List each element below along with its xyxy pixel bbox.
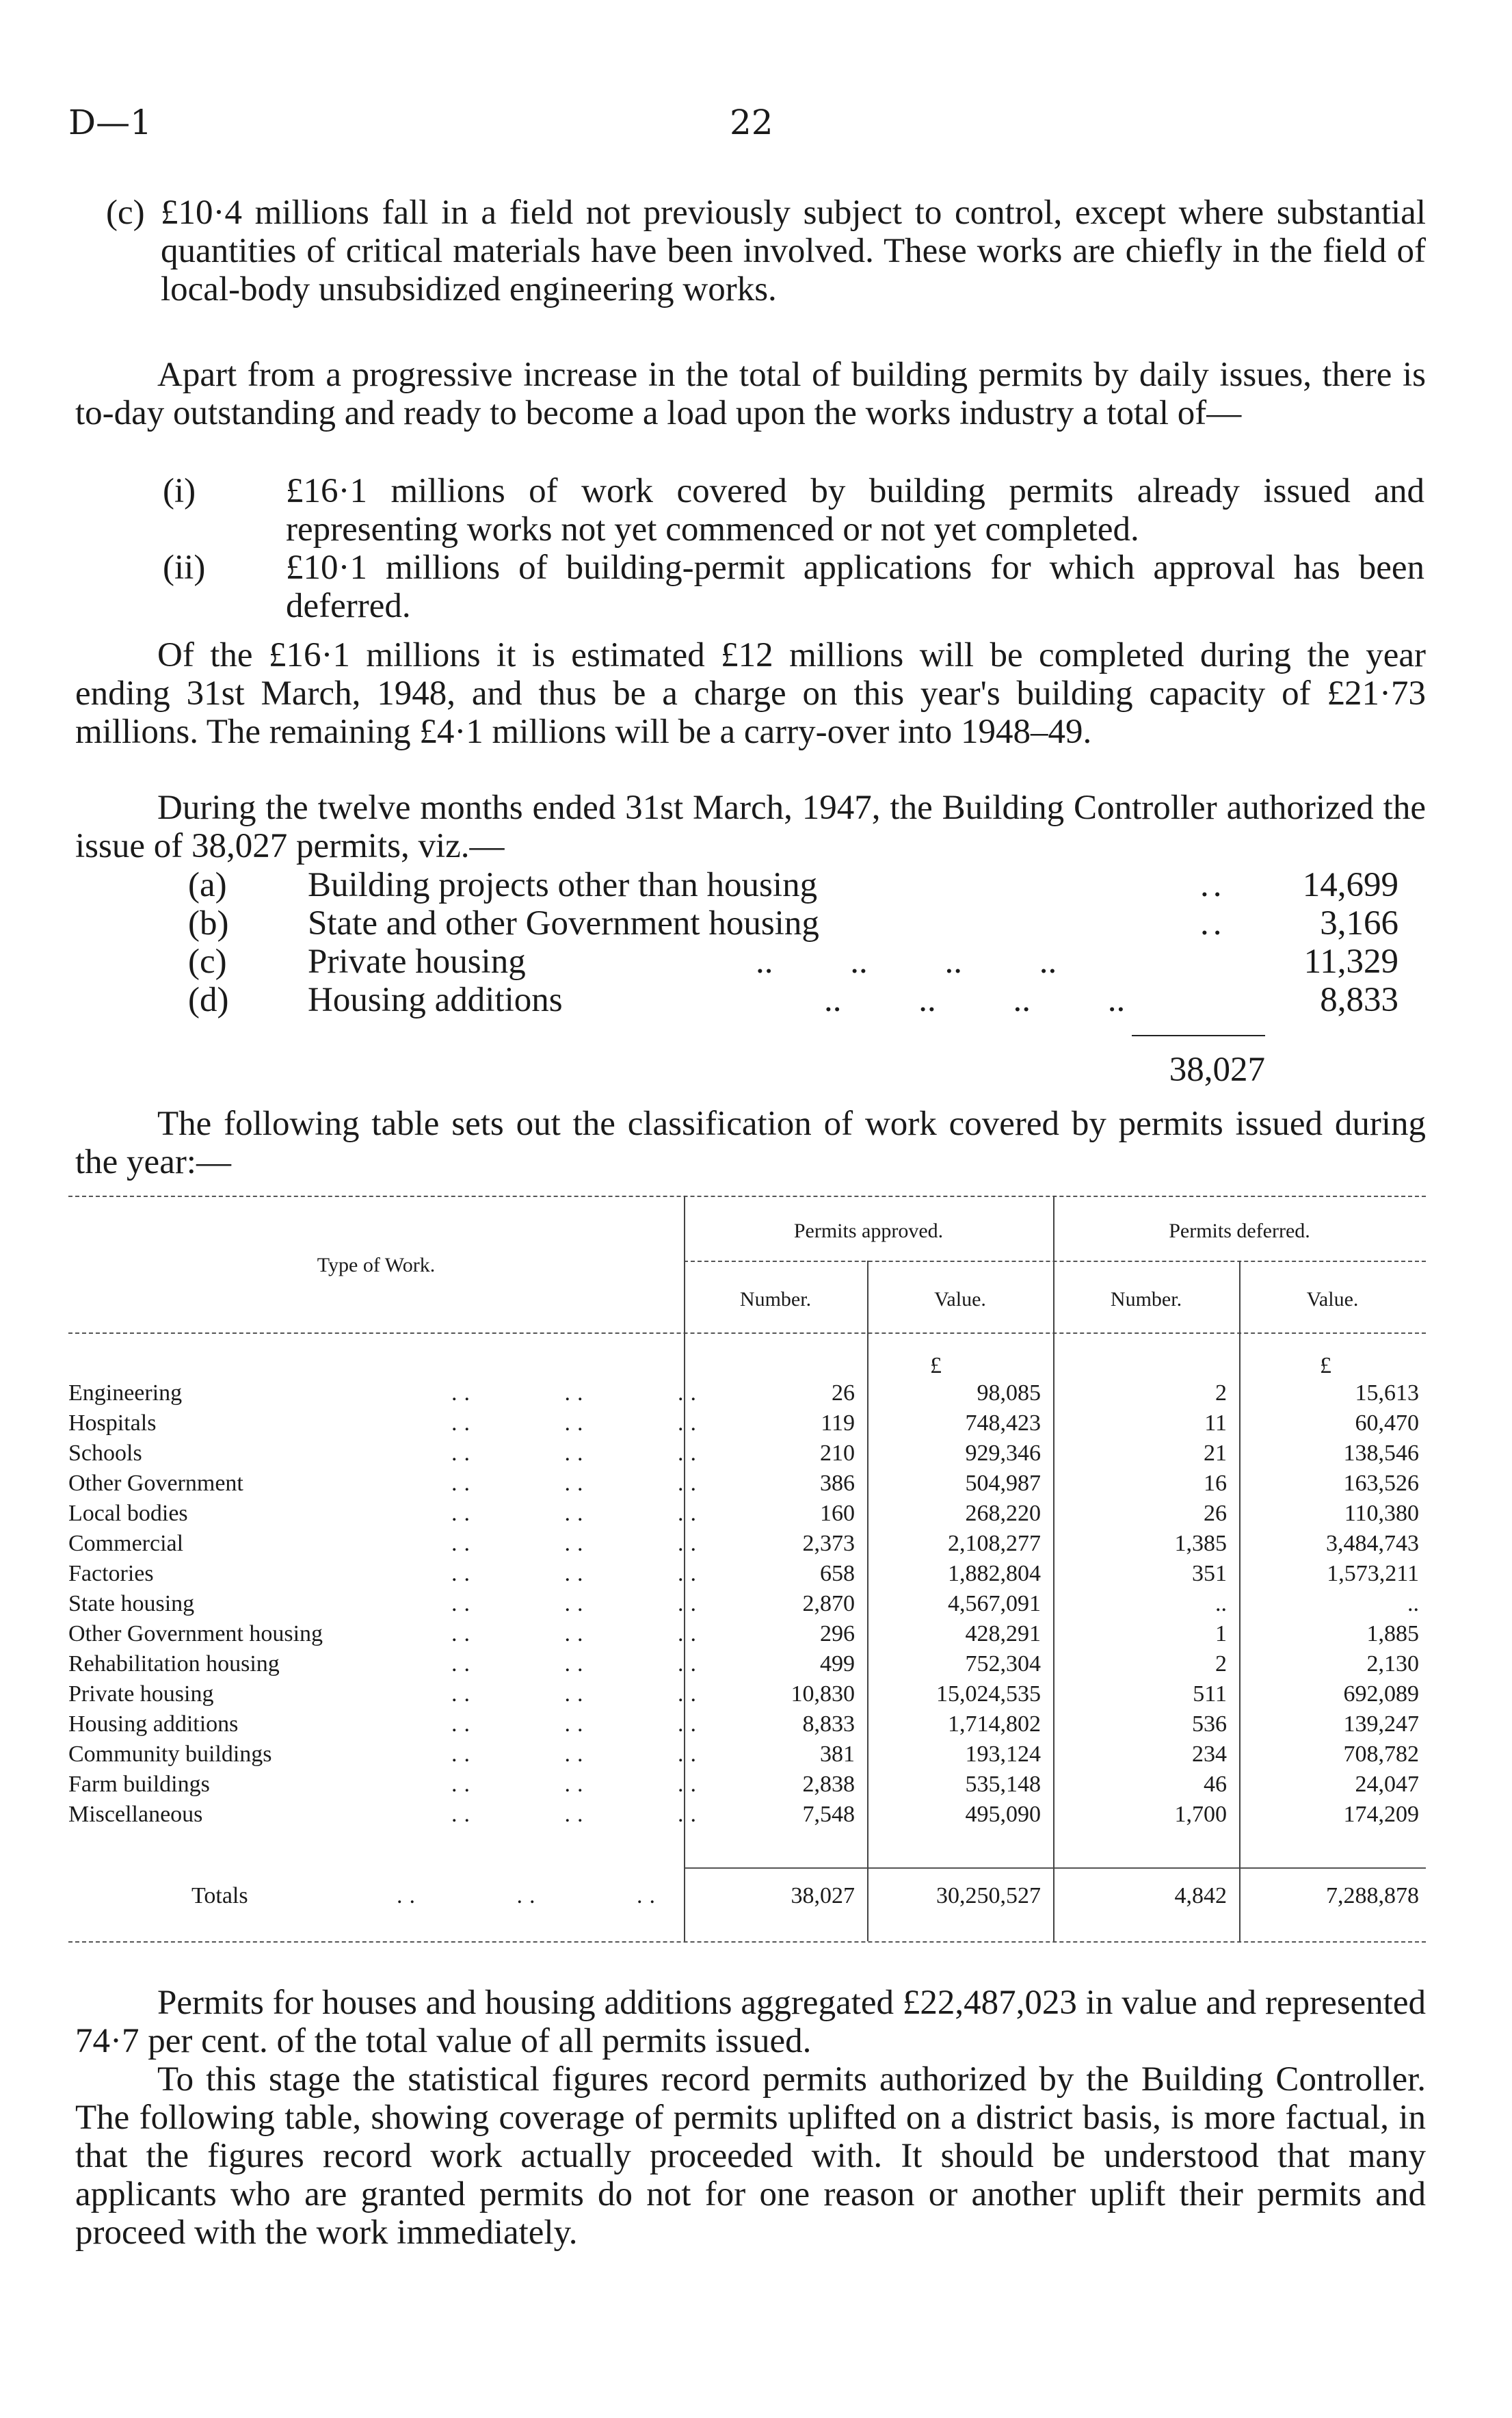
leader-dots: .. .. .. bbox=[451, 1681, 703, 1707]
total-deferred-value: 7,288,878 bbox=[1326, 1883, 1419, 1908]
row-type: Other Government bbox=[68, 1471, 243, 1496]
page-number: 22 bbox=[730, 103, 773, 142]
row-approved-number: 2,838 bbox=[802, 1772, 855, 1797]
table-totals-rule bbox=[684, 1867, 1426, 1869]
item-i-label: (i) bbox=[163, 472, 196, 510]
row-approved-value: 504,987 bbox=[965, 1471, 1041, 1496]
row-deferred-number: 351 bbox=[1192, 1561, 1227, 1586]
row-deferred-value: 3,484,743 bbox=[1326, 1531, 1419, 1556]
row-approved-number: 10,830 bbox=[791, 1681, 855, 1707]
row-approved-number: 658 bbox=[820, 1561, 855, 1586]
row-approved-number: 2,870 bbox=[802, 1591, 855, 1616]
permit-list-item bbox=[188, 865, 1398, 904]
row-deferred-number: 234 bbox=[1192, 1742, 1227, 1767]
row-approved-value: 268,220 bbox=[965, 1501, 1041, 1526]
row-approved-number: 8,833 bbox=[802, 1711, 855, 1737]
leader-dots: .. .. .. bbox=[451, 1410, 703, 1436]
table-header-rule bbox=[68, 1332, 1426, 1334]
row-deferred-number: 16 bbox=[1204, 1471, 1227, 1496]
row-approved-value: 495,090 bbox=[965, 1802, 1041, 1827]
row-approved-number: 381 bbox=[820, 1742, 855, 1767]
row-deferred-value: 163,526 bbox=[1343, 1471, 1419, 1496]
row-deferred-value: 15,613 bbox=[1355, 1380, 1419, 1406]
permit-list-value: 8,833 bbox=[1320, 981, 1398, 1019]
row-type: Community buildings bbox=[68, 1742, 272, 1767]
total-approved-value: 30,250,527 bbox=[936, 1883, 1041, 1908]
permit-list-label: (b) bbox=[188, 904, 229, 943]
row-approved-value: 98,085 bbox=[977, 1380, 1041, 1406]
row-deferred-number: 46 bbox=[1204, 1772, 1227, 1797]
sum-rule bbox=[1132, 1035, 1265, 1036]
row-type: Housing additions bbox=[68, 1711, 239, 1737]
row-deferred-value: 110,380 bbox=[1344, 1501, 1419, 1526]
permit-list-text: State and other Government housing bbox=[308, 904, 819, 943]
row-approved-number: 386 bbox=[820, 1471, 855, 1496]
row-type: Schools bbox=[68, 1441, 142, 1466]
row-approved-number: 499 bbox=[820, 1651, 855, 1677]
row-deferred-number: .. bbox=[1215, 1591, 1227, 1616]
paragraph-stage: To this stage the statistical figures record permits authorized by the Building Controller. The following table, showing coverage of permits uplifted on a district basis, is more factual, in that the figures record work actually proceeded with. It should be understood that many applicants who are granted permits do not for one reason or another uplift their permits and proceed with the work immediately. bbox=[75, 2060, 1426, 2252]
group-header-approved: Permits approved. bbox=[793, 1220, 944, 1242]
row-type: State housing bbox=[68, 1591, 195, 1616]
leader-dots: .. .. .. .. bbox=[756, 943, 1057, 981]
row-approved-value: 193,124 bbox=[965, 1742, 1041, 1767]
row-type: Private housing bbox=[68, 1681, 214, 1707]
column-header-number: Number. bbox=[1110, 1288, 1182, 1311]
leader-dots: .. bbox=[1200, 866, 1226, 904]
item-ii-label: (ii) bbox=[163, 549, 206, 587]
leader-dots: .. .. .. bbox=[451, 1471, 703, 1496]
row-approved-number: 210 bbox=[820, 1441, 855, 1466]
row-deferred-number: 1,700 bbox=[1174, 1802, 1227, 1827]
row-approved-number: 2,373 bbox=[802, 1531, 855, 1556]
row-deferred-number: 26 bbox=[1204, 1501, 1227, 1526]
total-deferred-number: 4,842 bbox=[1174, 1883, 1227, 1908]
row-approved-value: 1,882,804 bbox=[948, 1561, 1041, 1586]
permit-list-text: Building projects other than housing bbox=[308, 866, 818, 904]
item-ii-text: £10·1 millions of building-permit applications for which approval has been deferred. bbox=[286, 549, 1424, 625]
item-i bbox=[163, 472, 1424, 549]
permit-list-value: 14,699 bbox=[1302, 866, 1398, 904]
paragraph-c-label: (c) bbox=[106, 194, 145, 232]
permit-list-total: 38,027 bbox=[1169, 1051, 1265, 1089]
leader-dots: .. .. .. bbox=[397, 1883, 662, 1908]
row-deferred-number: 2 bbox=[1215, 1651, 1227, 1677]
row-type: Hospitals bbox=[68, 1410, 157, 1436]
permit-list-item bbox=[188, 904, 1398, 943]
row-type: Other Government housing bbox=[68, 1621, 323, 1646]
row-approved-number: 296 bbox=[820, 1621, 855, 1646]
leader-dots: .. .. .. bbox=[451, 1711, 703, 1737]
column-header-number: Number. bbox=[739, 1288, 812, 1311]
row-approved-number: 7,548 bbox=[802, 1802, 855, 1827]
paragraph-following: The following table sets out the classification of work covered by permits issued during the year:— bbox=[75, 1105, 1426, 1181]
leader-dots: .. .. .. bbox=[451, 1651, 703, 1677]
row-deferred-number: 1 bbox=[1215, 1621, 1227, 1646]
item-ii bbox=[163, 549, 1424, 625]
row-deferred-number: 11 bbox=[1204, 1410, 1227, 1436]
row-approved-number: 119 bbox=[821, 1410, 855, 1436]
row-type: Factories bbox=[68, 1561, 154, 1586]
paragraph-during: During the twelve months ended 31st March, 1947, the Building Controller authorized the issue of 38,027 permits, viz.— bbox=[75, 789, 1426, 865]
currency-symbol: £ bbox=[1320, 1353, 1331, 1378]
row-approved-number: 160 bbox=[820, 1501, 855, 1526]
leader-dots: .. bbox=[1200, 904, 1226, 943]
row-approved-value: 4,567,091 bbox=[948, 1591, 1041, 1616]
paragraph-permits: Permits for houses and housing additions aggregated £22,487,023 in value and represented 74·7 per cent. of the total value of all permits issued. bbox=[75, 1984, 1426, 2060]
permit-list-item bbox=[188, 942, 1398, 981]
row-type: Farm buildings bbox=[68, 1772, 210, 1797]
row-deferred-value: 1,885 bbox=[1366, 1621, 1419, 1646]
paragraph-apart: Apart from a progressive increase in the total of building permits by daily issues, there is to-day outstanding and ready to become a load upon the works industry a total of— bbox=[75, 356, 1426, 432]
row-approved-value: 428,291 bbox=[965, 1621, 1041, 1646]
table-group-rule bbox=[684, 1261, 1426, 1262]
column-header-value: Value. bbox=[1306, 1288, 1359, 1311]
column-header-value: Value. bbox=[934, 1288, 986, 1311]
leader-dots: .. .. .. bbox=[451, 1561, 703, 1586]
row-approved-value: 1,714,802 bbox=[948, 1711, 1041, 1737]
permit-list-text: Private housing bbox=[308, 943, 526, 981]
table-bottom-rule bbox=[68, 1941, 1426, 1943]
permit-list-value: 11,329 bbox=[1303, 943, 1398, 981]
row-type: Rehabilitation housing bbox=[68, 1651, 280, 1677]
row-type: Engineering bbox=[68, 1380, 183, 1406]
row-deferred-number: 1,385 bbox=[1174, 1531, 1227, 1556]
row-deferred-value: 24,047 bbox=[1355, 1772, 1419, 1797]
column-header-type: Type of Work. bbox=[317, 1254, 436, 1276]
row-deferred-number: 536 bbox=[1192, 1711, 1227, 1737]
row-deferred-number: 511 bbox=[1193, 1681, 1227, 1707]
leader-dots: .. .. .. .. bbox=[824, 981, 1126, 1019]
row-deferred-value: 138,546 bbox=[1343, 1441, 1419, 1466]
permit-list-value: 3,166 bbox=[1320, 904, 1398, 943]
totals-label: Totals bbox=[191, 1883, 248, 1908]
permit-list-label: (a) bbox=[188, 866, 227, 904]
row-deferred-value: 60,470 bbox=[1355, 1410, 1419, 1436]
row-type: Commercial bbox=[68, 1531, 184, 1556]
row-deferred-value: .. bbox=[1407, 1591, 1419, 1616]
row-approved-value: 535,148 bbox=[965, 1772, 1041, 1797]
row-approved-value: 752,304 bbox=[965, 1651, 1041, 1677]
row-approved-value: 929,346 bbox=[965, 1441, 1041, 1466]
permit-list-item bbox=[188, 980, 1398, 1019]
leader-dots: .. .. .. bbox=[451, 1591, 703, 1616]
paragraph-c-text: £10·4 millions fall in a field not previously subject to control, except where substantial quantities of critical materials have been involved. These works are chiefly in the field of local-body unsubsidized engineering works. bbox=[161, 194, 1426, 308]
item-i-text: £16·1 millions of work covered by building permits already issued and representing works not yet commenced or not yet completed. bbox=[286, 472, 1424, 549]
section-reference: D—1 bbox=[68, 103, 152, 142]
leader-dots: .. .. .. bbox=[451, 1501, 703, 1526]
row-deferred-value: 708,782 bbox=[1343, 1742, 1419, 1767]
row-approved-number: 26 bbox=[832, 1380, 855, 1406]
permit-list-label: (c) bbox=[188, 943, 227, 981]
leader-dots: .. .. .. bbox=[451, 1531, 703, 1556]
leader-dots: .. .. .. bbox=[451, 1742, 703, 1767]
paragraph-c bbox=[106, 194, 1426, 308]
paragraph-of: Of the £16·1 millions it is estimated £12 millions will be completed during the year ending 31st March, 1948, and thus be a charge on this year's building capacity of £21·73 millions. The remaining £4·1 millions will be a carry-over into 1948–49. bbox=[75, 636, 1426, 751]
row-deferred-value: 1,573,211 bbox=[1327, 1561, 1419, 1586]
leader-dots: .. .. .. bbox=[451, 1772, 703, 1797]
group-header-deferred: Permits deferred. bbox=[1169, 1220, 1310, 1242]
table-top-rule bbox=[68, 1196, 1426, 1197]
row-approved-value: 15,024,535 bbox=[936, 1681, 1041, 1707]
row-approved-value: 2,108,277 bbox=[948, 1531, 1041, 1556]
currency-symbol: £ bbox=[930, 1353, 942, 1378]
row-type: Local bodies bbox=[68, 1501, 188, 1526]
row-deferred-number: 2 bbox=[1215, 1380, 1227, 1406]
total-approved-number: 38,027 bbox=[791, 1883, 855, 1908]
row-deferred-value: 692,089 bbox=[1343, 1681, 1419, 1707]
permit-list-label: (d) bbox=[188, 981, 229, 1019]
row-type: Miscellaneous bbox=[68, 1802, 203, 1827]
row-deferred-value: 139,247 bbox=[1343, 1711, 1419, 1737]
permit-list bbox=[188, 865, 1398, 1019]
row-deferred-value: 2,130 bbox=[1366, 1651, 1419, 1677]
leader-dots: .. .. .. bbox=[451, 1802, 703, 1827]
permit-list-text: Housing additions bbox=[308, 981, 563, 1019]
row-deferred-number: 21 bbox=[1204, 1441, 1227, 1466]
leader-dots: .. .. .. bbox=[451, 1380, 703, 1406]
row-deferred-value: 174,209 bbox=[1343, 1802, 1419, 1827]
leader-dots: .. .. .. bbox=[451, 1441, 703, 1466]
leader-dots: .. .. .. bbox=[451, 1621, 703, 1646]
row-approved-value: 748,423 bbox=[965, 1410, 1041, 1436]
